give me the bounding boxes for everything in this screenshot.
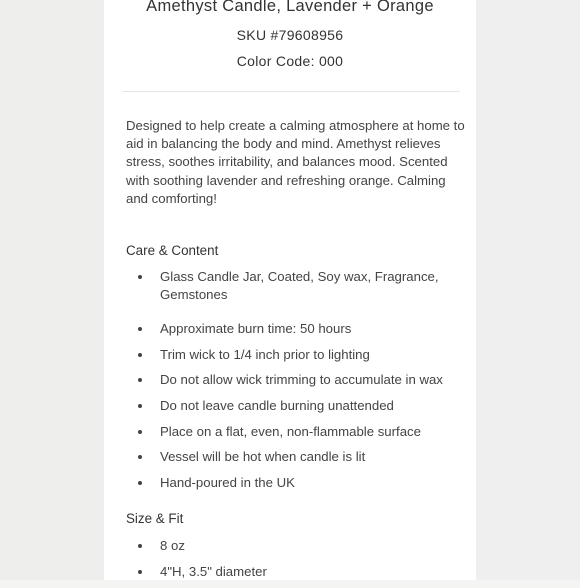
care-content-list [104, 268, 476, 500]
list-item-text: 8 oz [160, 538, 185, 553]
list-item-text: Do not leave candle burning unattended [160, 398, 394, 414]
bullet-icon [138, 378, 142, 382]
right-margin [476, 0, 580, 580]
list-item [104, 423, 460, 449]
product-description: Designed to help create a calming atmosphere at home to aid in balancing the body and mind. Amethyst relieves stress, soothes irritability, and balances mood. Scented with soothing lavender and refreshing orange. Calming and comforting! [126, 118, 465, 206]
bullet-icon [138, 544, 142, 548]
list-item-text: Vessel will be hot when candle is lit [160, 449, 366, 465]
list-item [104, 474, 460, 500]
bullet-icon [138, 353, 142, 357]
product-color-code: Color Code: 000 [236, 53, 344, 69]
list-item-text: Hand-poured in the UK [160, 475, 295, 491]
size-fit-heading: Size & Fit [126, 511, 184, 526]
list-item [104, 537, 460, 563]
product-title: Amethyst Candle, Lavender + Orange [146, 0, 434, 15]
bullet-icon [138, 327, 142, 331]
list-item [104, 563, 460, 588]
size-fit-list [104, 537, 476, 588]
left-margin [0, 0, 104, 580]
list-item [104, 448, 460, 474]
list-item-text: Place on a flat, even, non-flammable surface [160, 423, 421, 439]
bullet-icon [138, 430, 142, 434]
list-item-text: Glass Candle Jar, Coated, Soy wax, Fragrance, Gemstones [160, 269, 439, 303]
care-content-heading: Care & Content [126, 243, 219, 258]
list-item-text: Approximate burn time: 50 hours [160, 321, 352, 336]
list-item-text: 4"H, 3.5" diameter [160, 563, 267, 579]
bullet-icon [138, 275, 142, 279]
list-item [104, 346, 460, 372]
list-item [104, 320, 460, 346]
list-item-text: Trim wick to 1/4 inch prior to lighting [160, 346, 370, 362]
bullet-icon [138, 570, 142, 574]
list-item [104, 268, 460, 320]
product-details-card [104, 0, 476, 580]
list-item-text: Do not allow wick trimming to accumulate in wax [160, 372, 443, 388]
bullet-icon [138, 455, 142, 459]
product-sku: SKU #79608956 [236, 27, 344, 43]
bullet-icon [138, 404, 142, 408]
list-item [104, 371, 460, 397]
bullet-icon [138, 481, 142, 485]
header-divider [122, 91, 460, 92]
list-item [104, 397, 460, 423]
